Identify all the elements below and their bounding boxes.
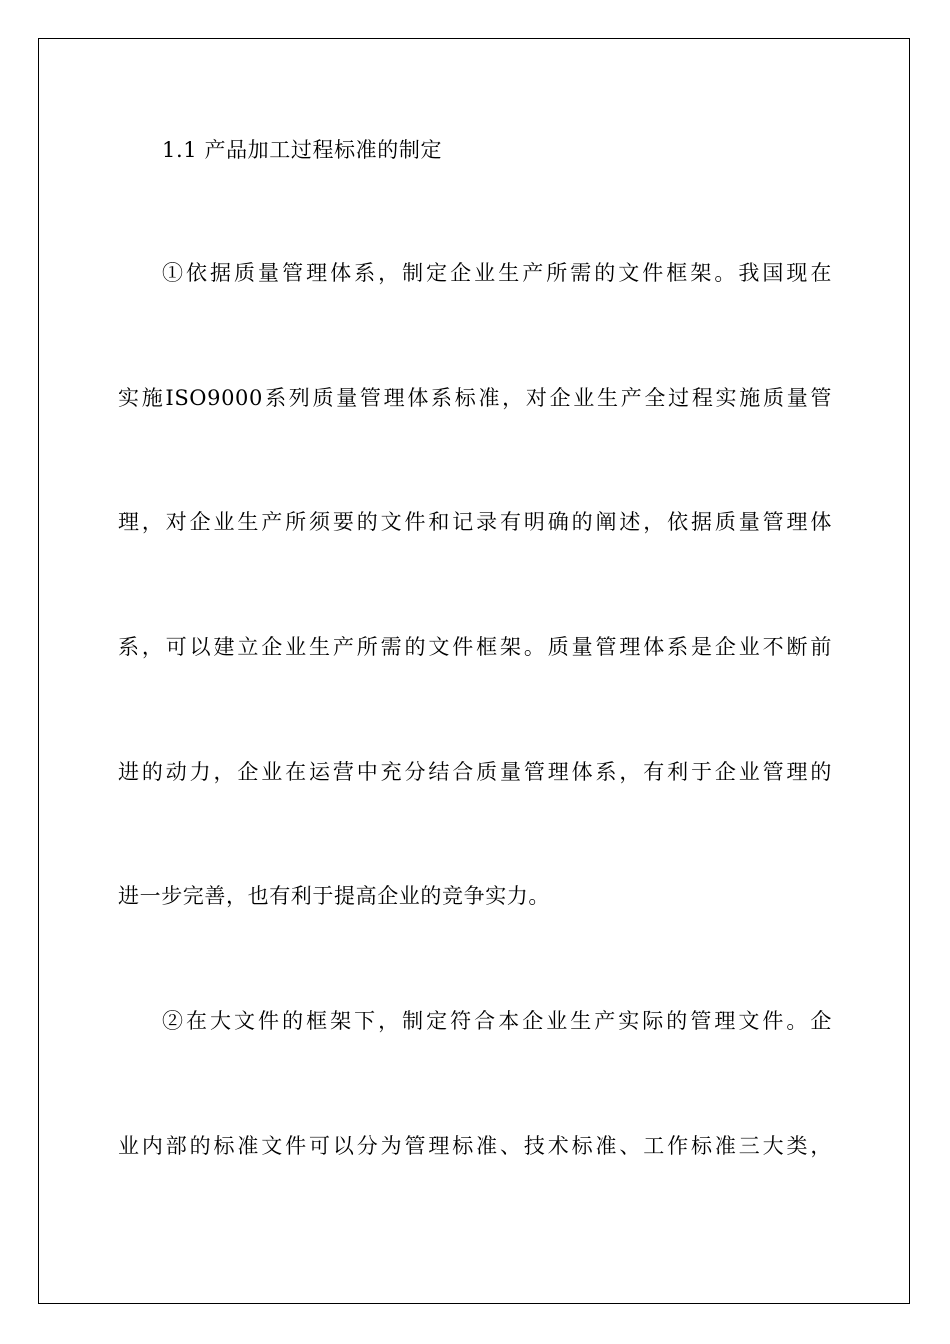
paragraph-1-line-2: 实施ISO9000系列质量管理体系标准，对企业生产全过程实施质量管 [118,386,832,410]
paragraph-1-line-3: 理，对企业生产所须要的文件和记录有明确的阐述，依据质量管理体 [118,510,832,534]
paragraph-2-line-2: 业内部的标准文件可以分为管理标准、技术标准、工作标准三大类， [118,1134,832,1158]
page-border [38,38,910,1304]
section-heading: 1.1 产品加工过程标准的制定 [162,138,443,162]
paragraph-1-line-1: ①依据质量管理体系，制定企业生产所需的文件框架。我国现在 [162,261,832,285]
paragraph-1-line-5: 进的动力，企业在运营中充分结合质量管理体系，有利于企业管理的 [118,760,832,784]
paragraph-1-line-6: 进一步完善，也有利于提高企业的竞争实力。 [118,884,550,908]
paragraph-2-line-1: ②在大文件的框架下，制定符合本企业生产实际的管理文件。企 [162,1009,832,1033]
paragraph-1-line-4: 系，可以建立企业生产所需的文件框架。质量管理体系是企业不断前 [118,635,832,659]
